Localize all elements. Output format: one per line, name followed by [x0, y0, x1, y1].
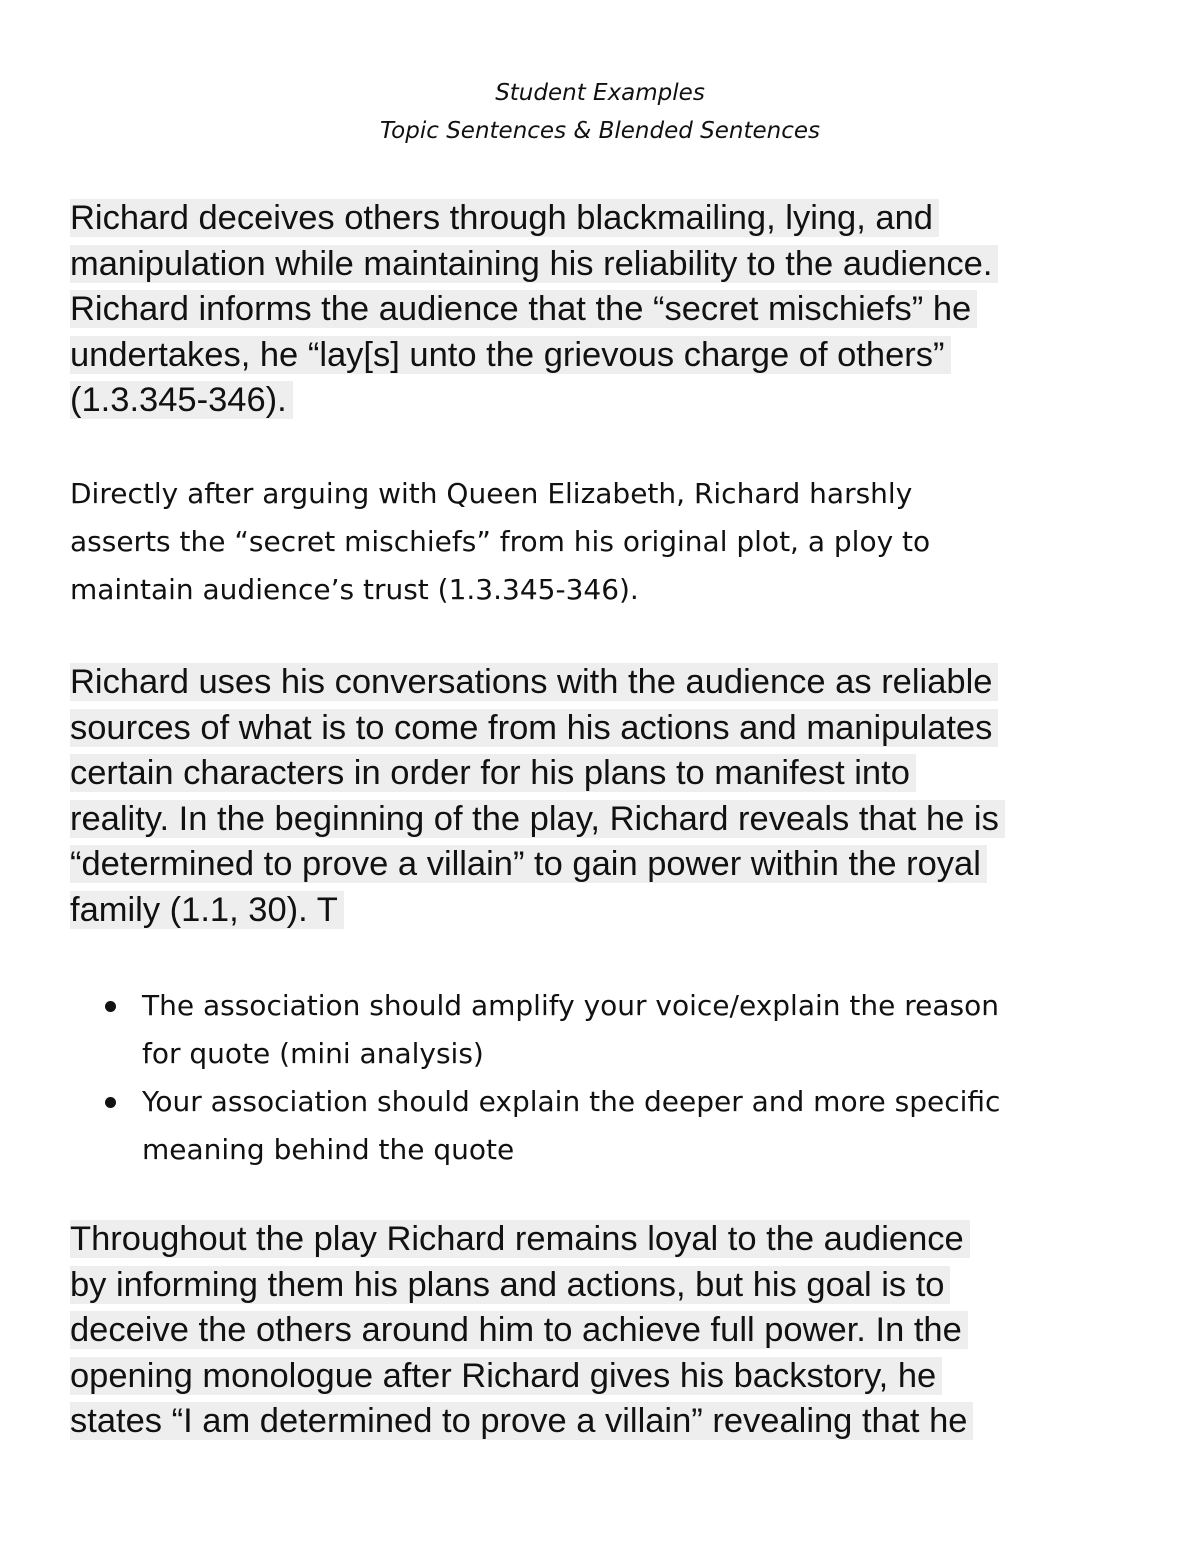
paragraph-line: sources of what is to come from his actions and manipulates — [70, 706, 1005, 752]
paragraph-line: “determined to prove a villain” to gain power within the royal — [70, 842, 1005, 888]
paragraph-line: asserts the “secret mischiefs” from his original plot, a ploy to — [70, 525, 931, 558]
example-paragraph-2 — [70, 470, 1150, 614]
paragraph-line: manipulation while maintaining his reliability to the audience. — [70, 242, 998, 288]
paragraph-line: deceive the others around him to achieve full power. In the — [70, 1308, 973, 1354]
bullet-item: The association should amplify your voice/explain the reason for quote (mini analysis) — [100, 982, 1160, 1078]
document-header — [0, 74, 1200, 150]
paragraph-line: Richard uses his conversations with the audience as reliable — [70, 660, 1005, 706]
bullet-list — [100, 982, 1160, 1174]
paragraph-line: by informing them his plans and actions, but his goal is to — [70, 1263, 973, 1309]
paragraph-line: Throughout the play Richard remains loyal to the audience — [70, 1217, 973, 1263]
paragraph-line: Richard informs the audience that the “secret mischiefs” he — [70, 287, 998, 333]
paragraph-line: Richard deceives others through blackmailing, lying, and — [70, 196, 998, 242]
bullet-item: Your association should explain the deeper and more specific meaning behind the quote — [100, 1078, 1160, 1174]
paragraph-line: undertakes, he “lay[s] unto the grievous charge of others” — [70, 333, 998, 379]
paragraph-line: states “I am determined to prove a villain” revealing that he — [70, 1399, 973, 1445]
paragraph-line: family (1.1, 30). T — [70, 888, 1005, 934]
header-subtitle: Topic Sentences & Blended Sentences — [379, 118, 821, 144]
example-paragraph-1 — [70, 196, 998, 424]
paragraph-line: opening monologue after Richard gives his backstory, he — [70, 1354, 973, 1400]
header-title: Student Examples — [495, 80, 705, 106]
bullet-dot-icon — [105, 1001, 116, 1012]
bullet-dot-icon — [105, 1097, 116, 1108]
example-paragraph-4 — [70, 1217, 973, 1445]
example-paragraph-3 — [70, 660, 1005, 933]
paragraph-line: Directly after arguing with Queen Elizabeth, Richard harshly — [70, 477, 913, 510]
paragraph-line: maintain audience’s trust (1.3.345-346). — [70, 573, 639, 606]
paragraph-line: reality. In the beginning of the play, Richard reveals that he is — [70, 797, 1005, 843]
paragraph-line: (1.3.345-346). — [70, 378, 998, 424]
paragraph-line: certain characters in order for his plans to manifest into — [70, 751, 1005, 797]
